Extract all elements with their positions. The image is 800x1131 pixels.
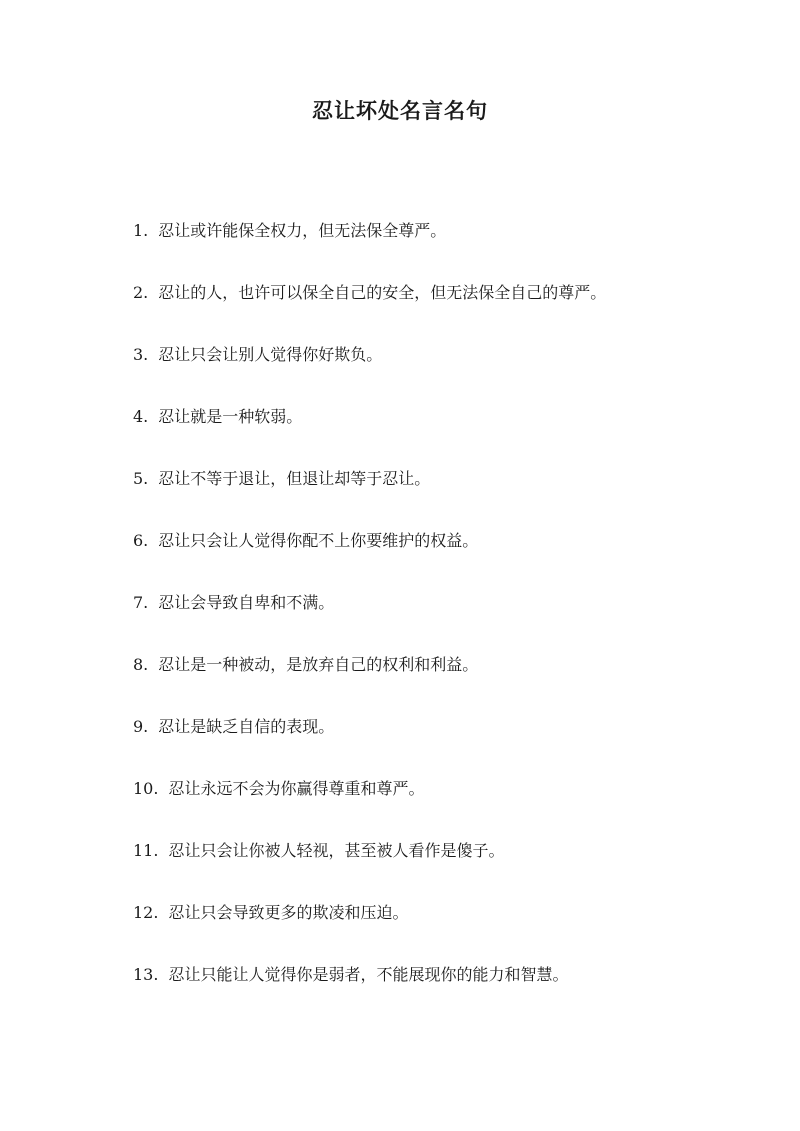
- quote-item-5: [133, 465, 753, 527]
- page-title: 忍让坏处名言名句: [312, 98, 488, 123]
- quote-text: 忍让是一种被动，是放弃自己的权利和利益。: [158, 655, 479, 674]
- quote-number: 6.: [133, 531, 149, 550]
- quote-number: 5.: [133, 469, 149, 488]
- quote-text: 忍让只能让人觉得你是弱者，不能展现你的能力和智慧。: [168, 965, 569, 984]
- quote-text: 忍让不等于退让，但退让却等于忍让。: [158, 469, 431, 488]
- quote-list: [133, 217, 753, 1023]
- quote-item-1: [133, 217, 753, 279]
- quote-item-9: [133, 713, 753, 775]
- quote-number: 11.: [133, 841, 159, 860]
- quote-text: 忍让会导致自卑和不满。: [158, 593, 335, 612]
- quote-item-7: [133, 589, 753, 651]
- quote-text: 忍让只会让你被人轻视，甚至被人看作是傻子。: [168, 841, 505, 860]
- quote-number: 1.: [133, 221, 149, 240]
- quote-number: 9.: [133, 717, 149, 736]
- quote-item-8: [133, 651, 753, 713]
- quote-number: 8.: [133, 655, 149, 674]
- quote-text: 忍让只会导致更多的欺凌和压迫。: [168, 903, 409, 922]
- quote-number: 13.: [133, 965, 159, 984]
- quote-text: 忍让就是一种软弱。: [158, 407, 303, 426]
- quote-item-3: [133, 341, 753, 403]
- quote-text: 忍让永远不会为你赢得尊重和尊严。: [168, 779, 425, 798]
- quote-number: 2.: [133, 283, 149, 302]
- quote-item-6: [133, 527, 753, 589]
- quote-item-2: [133, 279, 753, 341]
- quote-text: 忍让的人，也许可以保全自己的安全，但无法保全自己的尊严。: [158, 283, 607, 302]
- quote-text: 忍让是缺乏自信的表现。: [158, 717, 335, 736]
- quote-item-12: [133, 899, 753, 961]
- quote-number: 10.: [133, 779, 159, 798]
- quote-number: 4.: [133, 407, 149, 426]
- quote-number: 7.: [133, 593, 149, 612]
- quote-text: 忍让只会让人觉得你配不上你要维护的权益。: [158, 531, 479, 550]
- quote-item-13: [133, 961, 753, 1023]
- quote-text: 忍让或许能保全权力，但无法保全尊严。: [158, 221, 447, 240]
- quote-number: 3.: [133, 345, 149, 364]
- quote-number: 12.: [133, 903, 159, 922]
- quote-text: 忍让只会让别人觉得你好欺负。: [158, 345, 383, 364]
- quote-item-10: [133, 775, 753, 837]
- quote-item-4: [133, 403, 753, 465]
- quote-item-11: [133, 837, 753, 899]
